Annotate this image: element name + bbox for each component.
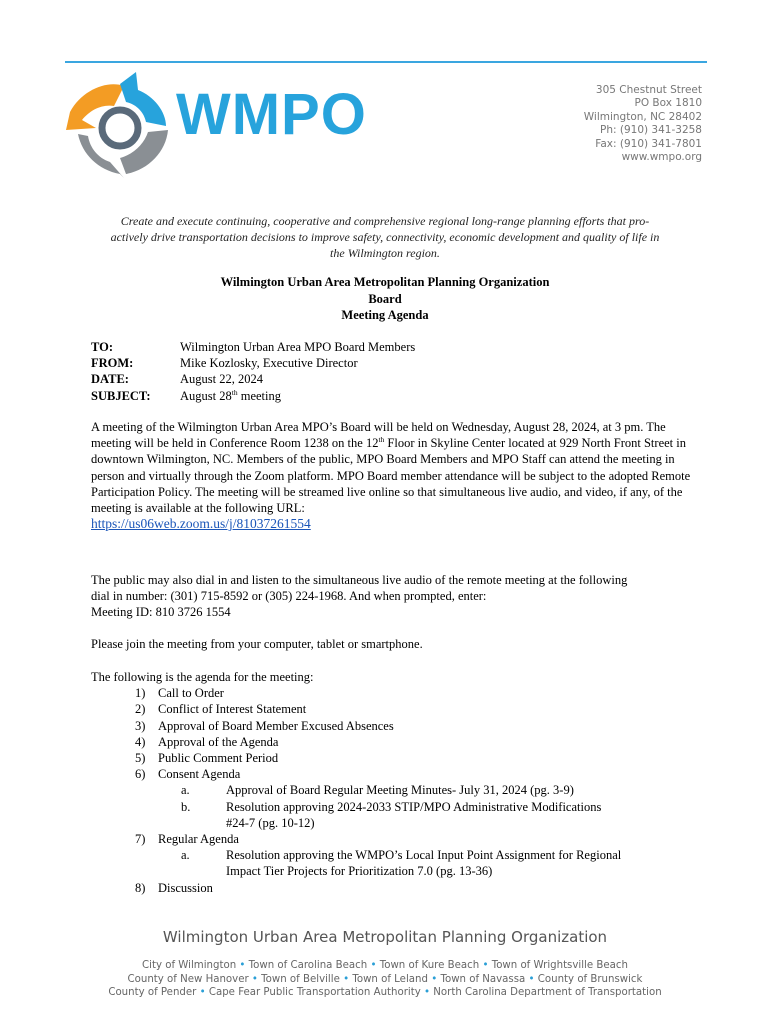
agenda-item xyxy=(91,734,693,750)
memo-from xyxy=(91,355,415,371)
bullet-separator: • xyxy=(199,987,206,999)
agenda-item-number: 4) xyxy=(135,734,146,749)
memo-date-label: DATE: xyxy=(91,372,129,387)
regular-item-a xyxy=(91,847,693,879)
floor-ordinal: th xyxy=(378,435,385,445)
agenda-item-number: 1) xyxy=(135,686,146,701)
member-entity: County of Brunswick xyxy=(537,973,643,985)
member-entity: Town of Belville xyxy=(261,973,340,985)
subject-text-end: meeting xyxy=(237,388,281,403)
footer-members xyxy=(0,959,770,1000)
agenda-item-text: Conflict of Interest Statement xyxy=(158,702,307,717)
notice-text: A meeting of the Wilmington Urban Area MPO’s Board will be held on Wednesday, August 28, 2024, at 3 pm. The meeting will be held in Conference Room 1238 on the 12 xyxy=(91,420,666,451)
address-phone: Ph: (910) 341-3258 xyxy=(600,124,702,137)
bullet-separator: • xyxy=(239,960,246,971)
agenda-item xyxy=(91,750,693,766)
memo-date-value: August 22, 2024 xyxy=(180,372,263,387)
bullet-separator: • xyxy=(343,973,350,985)
subitem-text: Approval of Board Regular Meeting Minutes- July 31, 2024 (pg. 3-9) xyxy=(226,783,574,798)
notice-text-cont: Floor in Skyline Center located at 929 North Front Street in downtown Wilmington, NC. Members of the public, MPO Board Members and MPO Staff can attend the meeting in person and virtually through the Zoom platform. MPO Board member attendance will be subject to the adopted Remote Participation Policy. The meeting will be streamed live online so that simultaneous live audio, and video, if any, of the meeting is available at the following URL: xyxy=(91,436,691,516)
agenda-item-number: 2) xyxy=(135,702,146,717)
memo-subject-value xyxy=(180,388,281,404)
subitem-text: Resolution approving the WMPO’s Local Input Point Assignment for Regional xyxy=(226,848,622,863)
memo-to xyxy=(91,339,415,355)
agenda-item-number: 3) xyxy=(135,718,146,733)
subject-ordinal: th xyxy=(231,387,238,397)
memo-subject-label: SUBJECT: xyxy=(91,388,151,403)
dial-in-line: The public may also dial in and listen to the simultaneous live audio of the remote meeting at the following xyxy=(91,573,628,587)
contact-address xyxy=(584,84,702,164)
member-entity: Cape Fear Public Transportation Authority xyxy=(208,987,421,999)
agenda-list xyxy=(91,685,693,896)
agenda-item xyxy=(91,831,693,847)
agenda-subitem xyxy=(91,847,693,879)
agenda-item-text: Public Comment Period xyxy=(158,751,279,766)
memo-from-value: Mike Kozlosky, Executive Director xyxy=(180,356,358,371)
meeting-notice-paragraph xyxy=(91,419,693,532)
agenda-item xyxy=(91,766,693,782)
footer-row xyxy=(0,959,770,973)
bullet-separator: • xyxy=(431,973,438,985)
member-entity: North Carolina Department of Transportation xyxy=(433,987,662,999)
agenda-item xyxy=(91,701,693,717)
wmpo-wordmark: WMPO xyxy=(176,82,367,147)
agenda-section xyxy=(91,669,693,896)
agenda-subitem xyxy=(91,799,693,831)
agenda-item xyxy=(91,880,693,896)
address-fax: Fax: (910) 341-7801 xyxy=(595,137,702,150)
memo-from-label: FROM: xyxy=(91,356,134,371)
agenda-item-text: Discussion xyxy=(158,880,213,895)
bullet-separator: • xyxy=(251,973,258,985)
bullet-separator: • xyxy=(528,973,535,985)
member-entity: Town of Navassa xyxy=(440,973,526,985)
footer-org-title: Wilmington Urban Area Metropolitan Planning Organization xyxy=(162,928,608,946)
meeting-id: Meeting ID: 810 3726 1554 xyxy=(91,605,231,620)
mission-statement xyxy=(80,213,690,261)
address-street: 305 Chestnut Street xyxy=(595,84,702,96)
header-rule xyxy=(65,61,707,63)
member-entity: Town of Leland xyxy=(352,973,428,985)
member-entity: Town of Wrightsville Beach xyxy=(491,960,628,971)
member-entity: Town of Carolina Beach xyxy=(248,960,368,971)
memo-to-value: Wilmington Urban Area MPO Board Members xyxy=(180,340,416,354)
agenda-item-text: Call to Order xyxy=(158,686,224,701)
member-entity: City of Wilmington xyxy=(142,960,237,971)
address-po-box: PO Box 1810 xyxy=(634,97,702,110)
agenda-item-text: Approval of Board Member Excused Absences xyxy=(158,718,394,733)
consent-item-b xyxy=(91,799,693,831)
join-instructions: Please join the meeting from your computer, tablet or smartphone. xyxy=(91,637,423,651)
bullet-separator: • xyxy=(370,960,377,971)
member-entity: County of New Hanover xyxy=(127,973,249,985)
mission-line: actively drive transportation decisions to improve safety, connectivity, economic development and quality of life in xyxy=(110,230,660,244)
consent-item-a xyxy=(91,782,693,798)
agenda-item-text: Consent Agenda xyxy=(158,767,241,782)
footer-row xyxy=(0,986,770,1000)
agenda-item-number: 7) xyxy=(135,832,146,847)
memo-date xyxy=(91,371,415,387)
document-title xyxy=(90,274,680,324)
agenda-intro: The following is the agenda for the meeting: xyxy=(91,670,314,684)
subitem-text: Resolution approving 2024-2033 STIP/MPO Administrative Modifications xyxy=(226,799,602,814)
bullet-separator: • xyxy=(482,960,489,971)
bullet-separator: • xyxy=(424,987,431,999)
wmpo-logo-mark xyxy=(62,70,182,180)
board-title: Board xyxy=(368,291,402,306)
agenda-item-number: 5) xyxy=(135,751,146,766)
memo-header xyxy=(91,339,415,404)
subitem-text-cont: Impact Tier Projects for Prioritization 7.0 (pg. 13-36) xyxy=(226,864,493,879)
subitem-text-cont: #24-7 (pg. 10-12) xyxy=(226,815,315,830)
subitem-letter: a. xyxy=(181,848,190,863)
agenda-item xyxy=(91,718,693,734)
zoom-meeting-link[interactable]: https://us06web.zoom.us/j/81037261554 xyxy=(91,516,311,532)
memo-subject xyxy=(91,388,415,404)
agenda-item-number: 6) xyxy=(135,767,146,782)
agenda-item-text: Approval of the Agenda xyxy=(158,734,279,749)
memo-to-label: TO: xyxy=(91,340,113,354)
subitem-letter: a. xyxy=(181,783,190,798)
subitem-letter: b. xyxy=(181,799,191,814)
address-website[interactable]: www.wmpo.org xyxy=(621,151,702,164)
member-entity: County of Pender xyxy=(108,987,197,999)
member-entity: Town of Kure Beach xyxy=(379,960,480,971)
agenda-item-number: 8) xyxy=(135,880,146,895)
dial-in-numbers: dial in number: (301) 715-8592 or (305) 224-1968. And when prompted, enter: xyxy=(91,589,487,604)
agenda-item-text: Regular Agenda xyxy=(158,832,239,847)
agenda-title: Meeting Agenda xyxy=(341,308,429,322)
agenda-item xyxy=(91,685,693,701)
subject-text: August 28 xyxy=(180,388,232,403)
agenda-subitem xyxy=(91,782,693,798)
dial-in-paragraph xyxy=(91,572,693,621)
address-city: Wilmington, NC 28402 xyxy=(583,110,702,123)
footer-row xyxy=(0,973,770,987)
mission-line: Create and execute continuing, cooperative and comprehensive regional long-range planning efforts that pro- xyxy=(120,214,650,228)
mission-line: the Wilmington region. xyxy=(330,246,440,260)
org-title: Wilmington Urban Area Metropolitan Planning Organization xyxy=(220,275,550,289)
